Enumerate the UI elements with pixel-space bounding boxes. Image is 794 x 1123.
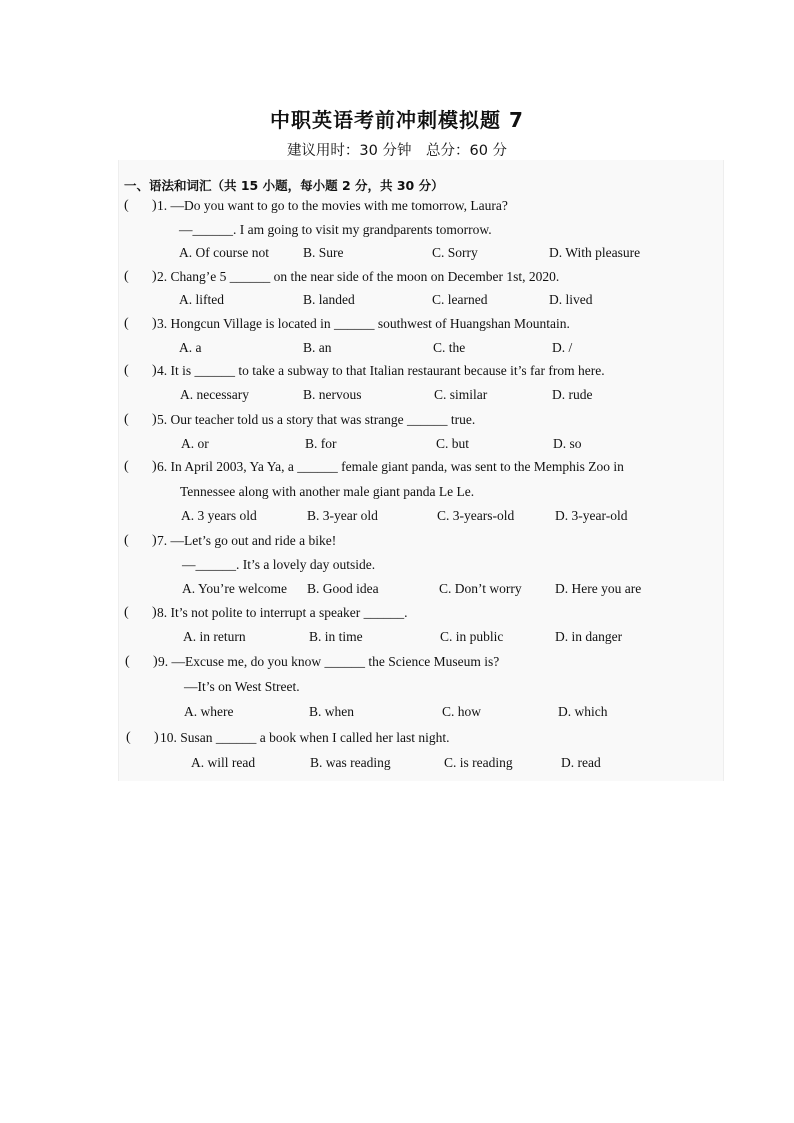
question-10-line-1: 10. Susan ______ a book when I called her last night. — [160, 730, 450, 745]
question-10-option-a: A. will read — [191, 755, 256, 770]
paren-right: ) — [152, 269, 157, 284]
question-8-option-d: D. in danger — [555, 629, 623, 644]
question-3-option-b: B. an — [303, 340, 332, 355]
paren-left: ( — [124, 459, 129, 474]
question-1-line-2: —______. I am going to visit my grandparents tomorrow. — [179, 222, 492, 237]
question-6-line-2: Tennessee along with another male giant panda Le Le. — [180, 484, 475, 499]
paren-left: ( — [126, 730, 131, 745]
paren-right: ) — [153, 654, 158, 669]
paren-right: ) — [152, 316, 157, 331]
paren-left: ( — [124, 533, 129, 548]
question-6-option-a: A. 3 years old — [181, 508, 257, 523]
question-1-option-a: A. Of course not — [179, 245, 269, 260]
question-5-option-a: A. or — [181, 436, 209, 451]
question-10-option-d: D. read — [561, 755, 601, 770]
paren-right: ) — [152, 363, 157, 378]
question-3-option-a: A. a — [179, 340, 202, 355]
question-1-line-1: 1. —Do you want to go to the movies with me tomorrow, Laura? — [157, 198, 508, 213]
question-3-option-c: C. the — [433, 340, 466, 355]
paren-left: ( — [124, 269, 129, 284]
paren-right: ) — [152, 198, 157, 213]
question-2-option-a: A. lifted — [179, 292, 224, 307]
question-6-line-1: 6. In April 2003, Ya Ya, a ______ female giant panda, was sent to the Memphis Zoo in — [157, 459, 624, 474]
question-1-option-b: B. Sure — [303, 245, 344, 260]
question-4-option-d: D. rude — [552, 387, 593, 402]
paren-left: ( — [124, 605, 129, 620]
question-2-option-b: B. landed — [303, 292, 355, 307]
paren-right: ) — [152, 533, 157, 548]
question-5-option-b: B. for — [305, 436, 337, 451]
question-3-option-d: D. / — [552, 340, 573, 355]
paren-left: ( — [124, 363, 129, 378]
question-6-option-c: C. 3-years-old — [437, 508, 515, 523]
question-10-option-c: C. is reading — [444, 755, 513, 770]
question-2-option-c: C. learned — [432, 292, 488, 307]
question-9-option-c: C. how — [442, 704, 482, 719]
question-3-line-1: 3. Hongcun Village is located in ______ southwest of Huangshan Mountain. — [157, 316, 570, 331]
paren-right: ) — [152, 605, 157, 620]
question-10-option-b: B. was reading — [310, 755, 391, 770]
paren-right: ) — [152, 459, 157, 474]
question-7-option-c: C. Don’t worry — [439, 581, 522, 596]
question-9-option-b: B. when — [309, 704, 354, 719]
question-9-line-2: —It’s on West Street. — [184, 679, 300, 694]
question-8-option-b: B. in time — [309, 629, 363, 644]
question-7-line-1: 7. —Let’s go out and ride a bike! — [157, 533, 337, 548]
question-7-option-a: A. You’re welcome — [182, 581, 287, 596]
question-9-line-1: 9. —Excuse me, do you know ______ the Science Museum is? — [158, 654, 500, 669]
section-heading: 一、语法和词汇（共 15 小题，每小题 2 分，共 30 分） — [124, 178, 444, 193]
question-5-line-1: 5. Our teacher told us a story that was strange ______ true. — [157, 412, 476, 427]
paren-left: ( — [124, 412, 129, 427]
question-7-line-2: —______. It’s a lovely day outside. — [182, 557, 376, 572]
page-title: 中职英语考前冲刺模拟题 7 — [270, 108, 524, 132]
question-4-option-a: A. necessary — [180, 387, 249, 402]
paren-left: ( — [125, 654, 130, 669]
question-4-line-1: 4. It is ______ to take a subway to that Italian restaurant because it’s far from here. — [157, 363, 605, 378]
question-2-option-d: D. lived — [549, 292, 593, 307]
question-7-option-b: B. Good idea — [307, 581, 379, 596]
paren-right: ) — [152, 412, 157, 427]
paren-left: ( — [124, 316, 129, 331]
question-9-option-a: A. where — [184, 704, 234, 719]
question-8-option-c: C. in public — [440, 629, 504, 644]
question-6-option-b: B. 3-year old — [307, 508, 378, 523]
question-7-option-d: D. Here you are — [555, 581, 642, 596]
page-subtitle: 建议用时：30 分钟 总分：60 分 — [286, 143, 508, 159]
question-8-option-a: A. in return — [183, 629, 246, 644]
question-1-option-c: C. Sorry — [432, 245, 478, 260]
paren-left: ( — [124, 198, 129, 213]
paren-right: ) — [154, 730, 159, 745]
question-5-option-d: D. so — [553, 436, 582, 451]
question-9-option-d: D. which — [558, 704, 608, 719]
question-5-option-c: C. but — [436, 436, 470, 451]
question-4-option-b: B. nervous — [303, 387, 362, 402]
question-1-option-d: D. With pleasure — [549, 245, 641, 260]
question-8-line-1: 8. It’s not polite to interrupt a speaker ______. — [157, 605, 408, 620]
question-4-option-c: C. similar — [434, 387, 488, 402]
question-2-line-1: 2. Chang’e 5 ______ on the near side of the moon on December 1st, 2020. — [157, 269, 560, 284]
question-6-option-d: D. 3-year-old — [555, 508, 628, 523]
